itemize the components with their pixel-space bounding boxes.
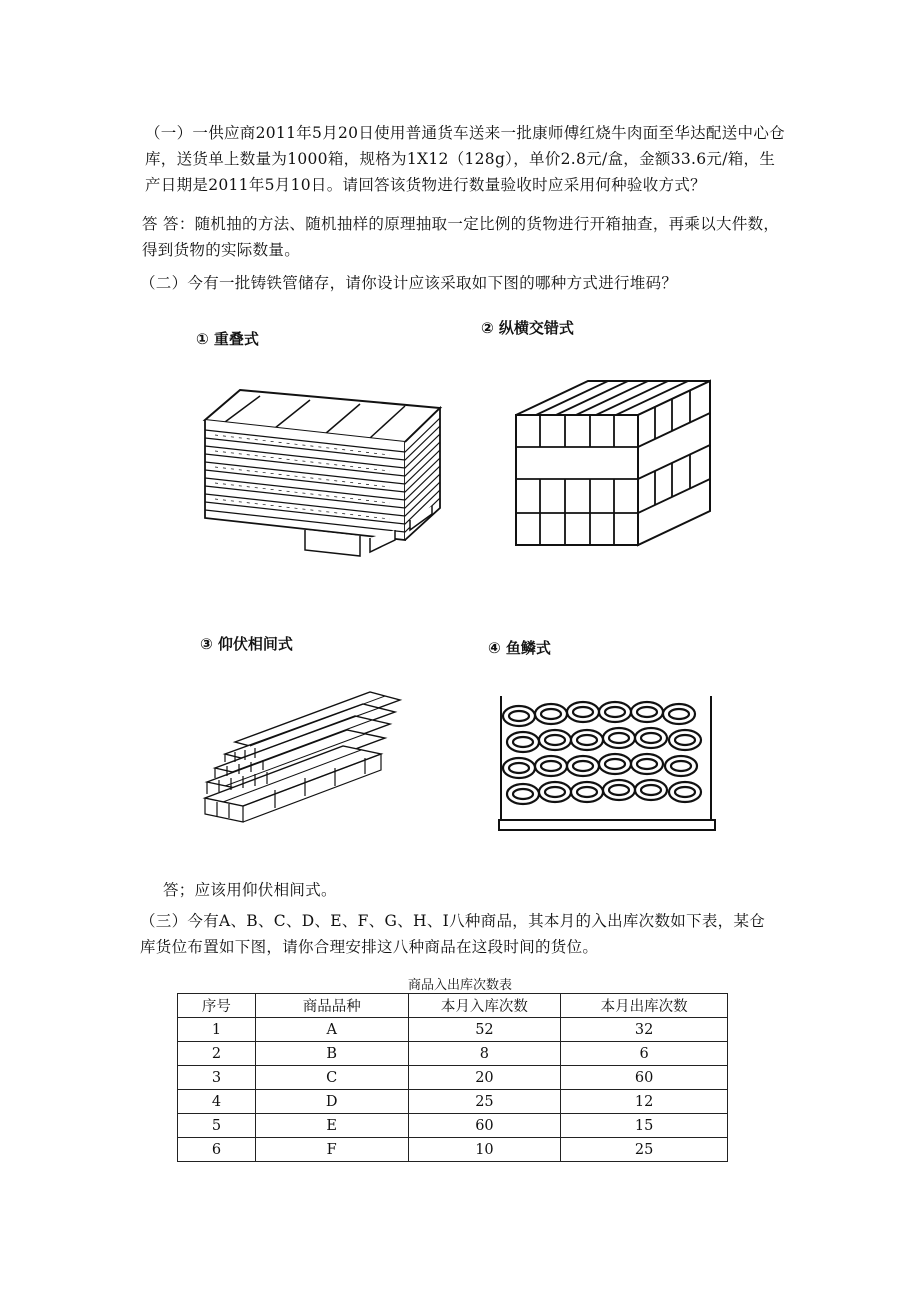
cell-inbound: 20 — [408, 1066, 561, 1090]
q2-question: （二）今有一批铸铁管储存，请你设计应该采取如下图的哪种方式进行堆码？ — [140, 274, 678, 292]
cell-outbound: 32 — [561, 1018, 728, 1042]
cell-inbound: 52 — [408, 1018, 561, 1042]
figure-1-label: ① 重叠式 — [196, 330, 259, 348]
table-header-row — [178, 994, 728, 1018]
header-outbound: 本月出库次数 — [561, 994, 728, 1018]
header-index: 序号 — [178, 994, 256, 1018]
table-row — [178, 1114, 728, 1138]
cell-product: C — [255, 1066, 408, 1090]
cell-product: A — [255, 1018, 408, 1042]
table-row — [178, 1018, 728, 1042]
header-inbound: 本月入库次数 — [408, 994, 561, 1018]
cell-outbound: 60 — [561, 1066, 728, 1090]
cell-outbound: 6 — [561, 1042, 728, 1066]
cell-outbound: 15 — [561, 1114, 728, 1138]
alternating-channels-illustration — [195, 682, 415, 832]
cell-index: 3 — [178, 1066, 256, 1090]
cell-inbound: 10 — [408, 1138, 561, 1162]
q1-question: （一）一供应商2011年5月20日使用普通货车送来一批康师傅红烧牛肉面至华达配送中心仓库，送货单上数量为1000箱，规格为1X12（128g），单价2.8元/盒，金额33.6元/箱，生产日期是2011年5月10日。请回答该货物进行数量验收时应采用何种验收方式？ — [145, 124, 785, 194]
table-caption: 商品入出库次数表 — [407, 978, 512, 993]
cell-product: D — [255, 1090, 408, 1114]
table-row — [178, 1066, 728, 1090]
cell-product: F — [255, 1138, 408, 1162]
cell-inbound: 25 — [408, 1090, 561, 1114]
cell-index: 6 — [178, 1138, 256, 1162]
cell-index: 4 — [178, 1090, 256, 1114]
cell-inbound: 8 — [408, 1042, 561, 1066]
q1-answer: 答 答：随机抽的方法、随机抽样的原理抽取一定比例的货物进行开箱抽查，再乘以大件数，得到货物的实际数量。 — [142, 215, 780, 259]
stacked-sheets-illustration — [200, 380, 450, 570]
table-row — [178, 1042, 728, 1066]
figure-2-label: ② 纵横交错式 — [481, 319, 574, 337]
table-row — [178, 1138, 728, 1162]
q2-answer: 答；应该用仰伏相间式。 — [163, 881, 337, 899]
header-product: 商品品种 — [255, 994, 408, 1018]
cell-product: E — [255, 1114, 408, 1138]
figure-3-label: ③ 仰伏相间式 — [200, 635, 293, 653]
figure-4-label: ④ 鱼鳞式 — [488, 639, 551, 657]
cell-product: B — [255, 1042, 408, 1066]
table-row — [178, 1090, 728, 1114]
cell-index: 2 — [178, 1042, 256, 1066]
cell-index: 1 — [178, 1018, 256, 1042]
cell-index: 5 — [178, 1114, 256, 1138]
fish-scale-coils-illustration — [497, 690, 719, 840]
q3-question: （三）今有A、B、C、D、E、F、G、H、I八种商品，其本月的入出库次数如下表，某仓库货位布置如下图，请你合理安排这八种商品在这段时间的货位。 — [140, 912, 766, 956]
inout-count-table — [177, 993, 728, 1162]
cell-outbound: 12 — [561, 1090, 728, 1114]
cell-outbound: 25 — [561, 1138, 728, 1162]
cell-inbound: 60 — [408, 1114, 561, 1138]
crisscross-blocks-illustration — [510, 375, 720, 565]
